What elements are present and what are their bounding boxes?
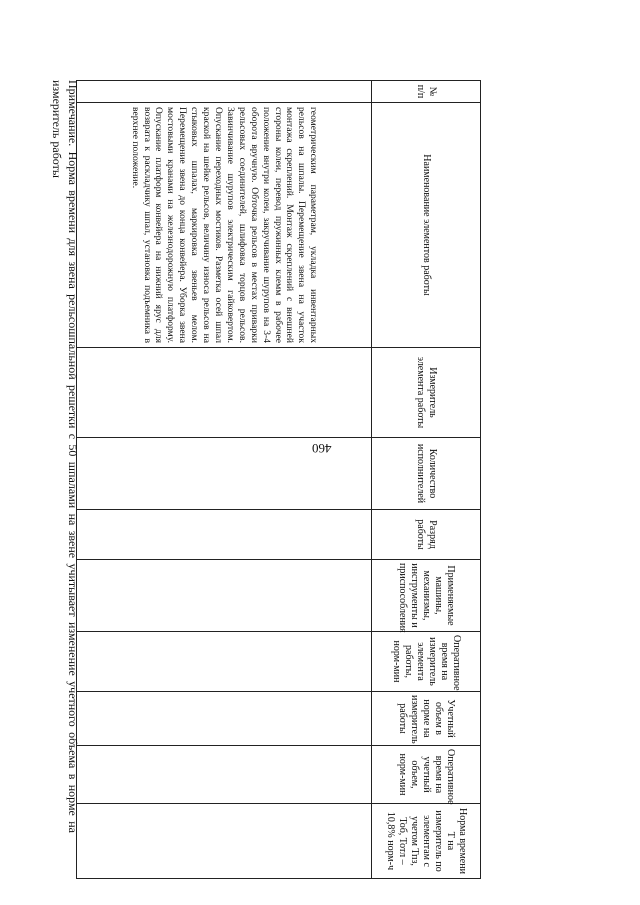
header-work-elements: Наименование элементов работы <box>372 103 481 348</box>
cell-time-norm <box>77 804 372 879</box>
header-unit: Измеритель элемента работы <box>372 348 481 438</box>
cell-performers <box>77 438 372 510</box>
page-number: 460 <box>312 441 332 456</box>
header-grade: Разряд работы <box>372 510 481 560</box>
norms-table <box>76 80 481 879</box>
rotated-page <box>50 80 481 874</box>
cell-account-volume <box>77 692 372 746</box>
table-row <box>77 81 372 879</box>
header-operative-time-volume: Оперативное время на учетный объем, норм-мин <box>372 746 481 804</box>
cell-operative-time-volume <box>77 746 372 804</box>
header-machines: Применяемые машины, механизмы, инструменты и приспособления <box>372 560 481 632</box>
header-operative-time: Оперативное время на измеритель элемента работы, норм-мин <box>372 632 481 692</box>
footnote: Примечание. Норма времени для звена рельсошпальной решетки с 50 шпалами на звене учитывает изменение учетного объема в норме на измеритель работы <box>50 80 80 833</box>
header-row <box>372 81 481 879</box>
cell-unit <box>77 348 372 438</box>
header-account-volume: Учетный объем в норме на измеритель работы <box>372 692 481 746</box>
cell-operative-time <box>77 632 372 692</box>
header-time-norm: Норма времени Т на измеритель по элементам с учетом Тпз, Тоб, Тотл – 10,8% норм-ч <box>372 804 481 879</box>
cell-grade <box>77 510 372 560</box>
cell-machines <box>77 560 372 632</box>
cell-num <box>77 81 372 103</box>
cell-description: геометрическим параметрам, укладка инвентарных рельсов на шпалы. Перемещение звена на участок монтажа скреплений. Монтаж скреплений с внешней стороны колеи, перевод пружинных клемм в рабочее положение внутри колеи, закручивание шурупов на 3-4 оборота вручную. Обточка рельсов в местах приварки рельсовых соединителей, шлифовка торцов рельсов. Завинчивание шурупов электрическим гайковертом. Опускание переходных мостиков. Разметка осей шпал краской на шейке рельсов, величину износа рельсов на стыковых шпалах, маркировка звеньев мелом. Перемещение звена до конца конвейера. Уборка звена мостовыми кранами на железнодорожную платформу. Опускание платформ конвейера на нижний ярус для возврата к раскладчику шпал, установка подъемника в верхнее положение. <box>77 103 372 348</box>
header-num: № п/п <box>372 81 481 103</box>
header-performers: Количество исполнителей <box>372 438 481 510</box>
